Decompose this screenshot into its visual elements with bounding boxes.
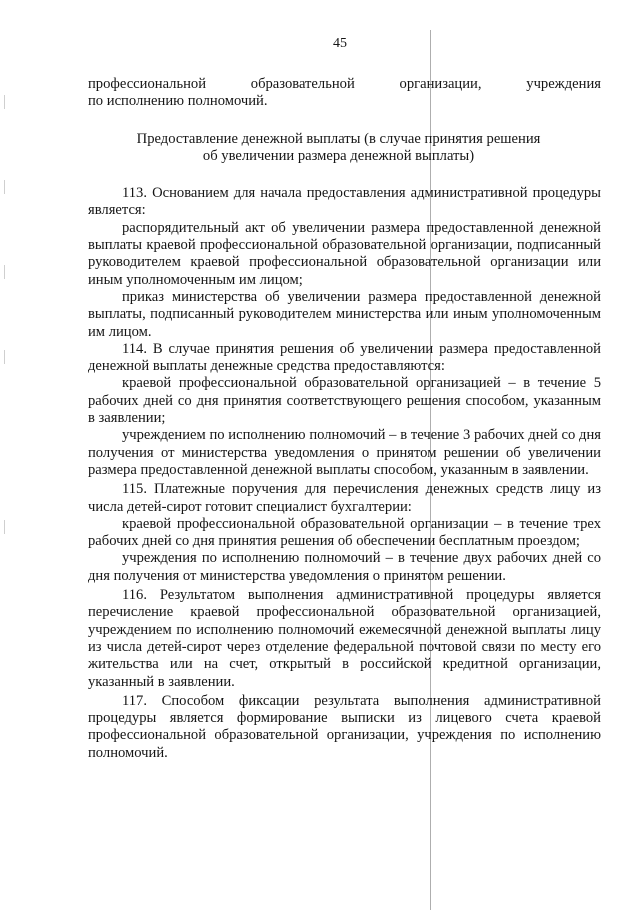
- paragraph-114-item: краевой профессиональной образовательной организацией – в течение 5 рабочих дней со дня принятия соответствующего решения способом, указанным в заявлении;: [88, 375, 601, 427]
- paragraph-114: 114. В случае принятия решения об увеличении размера предоставленной денежной выплаты денежные средства предоставляются:: [88, 340, 601, 375]
- section-heading: об увеличении размера денежной выплаты): [202, 147, 475, 164]
- continuation-line: профессиональной образовательной организации, учреждения: [88, 76, 601, 92]
- scan-edge-mark: [4, 95, 5, 109]
- paragraph-115-item: учреждения по исполнению полномочий – в течение двух рабочих дней со дня получения от министерства уведомления о принятом решении.: [88, 550, 601, 584]
- paragraph-115: 115. Платежные поручения для перечисления денежных средств лицу из числа детей-сирот готовит специалист бухгалтерии:: [88, 481, 601, 515]
- paragraph-116: 116. Результатом выполнения административной процедуры является перечисление краевой профессиональной образовательной организацией, учреждением по исполнению полномочий ежемесячной денежной выплаты лицу из числа детей-сирот через отделение федеральной почтовой связи по месту его жительства или на счет, открытый в российской кредитной организации, указанный в заявлении.: [88, 587, 601, 690]
- scan-edge-mark: [4, 520, 5, 534]
- paragraph-113-item: распорядительный акт об увеличении размера предоставленной денежной выплаты краевой профессиональной образовательной организации, подписанный руководителем краевой профессиональной образовательной организации или иным уполномоченным им лицом;: [88, 219, 601, 288]
- scan-edge-mark: [4, 265, 5, 279]
- paragraph-113-item: приказ министерства об увеличении размера предоставленной денежной выплаты, подписанный руководителем министерства или иным уполномоченным им лицом.: [88, 288, 601, 340]
- continuation-line: по исполнению полномочий.: [88, 93, 268, 110]
- section-heading: Предоставление денежной выплаты (в случае принятия решения: [136, 130, 541, 147]
- page-number: 45: [333, 36, 347, 51]
- scan-edge-mark: [4, 350, 5, 364]
- paragraph-113: 113. Основанием для начала предоставления административной процедуры является:: [88, 185, 601, 219]
- paragraph-117: 117. Способом фиксации результата выполнения административной процедуры является формирование выписки из лицевого счета краевой профессиональной образовательной организации, учреждения по исполнению полномочий.: [88, 692, 601, 761]
- document-body: [88, 76, 601, 762]
- paragraph-114-item: учреждением по исполнению полномочий – в течение 3 рабочих дней со дня получения от министерства уведомления о принятом решении об увеличении размера предоставленной денежной выплаты способом, указанным в заявлении.: [88, 427, 601, 478]
- paragraph-115-item: краевой профессиональной образовательной организации – в течение трех рабочих дней со дня принятия решения об обеспечении бесплатным проездом;: [88, 515, 601, 550]
- scan-edge-mark: [4, 180, 5, 194]
